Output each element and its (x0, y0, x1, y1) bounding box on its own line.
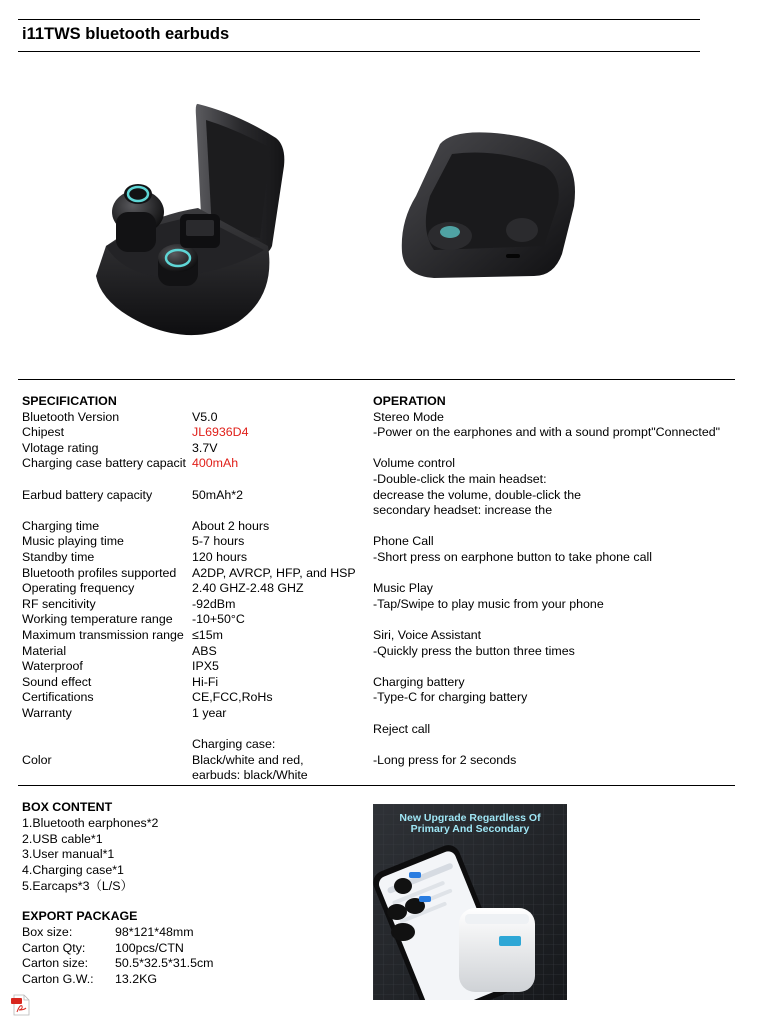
spec-value: ≤15m (192, 628, 223, 642)
operation-line: Volume control (373, 456, 455, 471)
box-content-heading: BOX CONTENT (22, 800, 113, 814)
color-value-line: Charging case: (192, 737, 276, 752)
spec-value: About 2 hours (192, 518, 270, 533)
operation-line: Siri, Voice Assistant (373, 628, 482, 642)
spec-top-rule (18, 379, 735, 380)
product-photo-side-case (394, 126, 584, 292)
spec-value: Hi-Fi (192, 674, 219, 689)
promo-headline-2: Primary And Secondary (410, 823, 530, 835)
spec-value: 120 hours (192, 550, 248, 564)
specification-section (22, 394, 372, 786)
spec-label: Standby time (22, 550, 95, 564)
spec-value: A2DP, AVRCP, HFP, and HSP (192, 565, 356, 580)
spec-value: 400mAh (192, 456, 239, 471)
spec-label: Certifications (22, 690, 94, 705)
operation-line: -Tap/Swipe to play music from your phone (373, 596, 604, 611)
promo-headline-1: New Upgrade Regardless Of (399, 812, 541, 824)
title-rule (18, 51, 700, 52)
spec-value: 2.40 GHZ-2.48 GHZ (192, 581, 304, 596)
box-content-item: 4.Charging case*1 (22, 863, 124, 878)
operation-heading: OPERATION (373, 394, 446, 408)
operation-line: Reject call (373, 721, 431, 736)
spec-label: Bluetooth profiles supported (22, 565, 177, 580)
box-content-item: 5.Earcaps*3（L/S） (22, 879, 133, 893)
operation-line: -Quickly press the button three times (373, 643, 575, 658)
spec-value: JL6936D4 (192, 425, 249, 440)
promo-image (373, 804, 567, 1000)
spec-label: Earbud battery capacity (22, 487, 153, 502)
export-package-heading: EXPORT PACKAGE (22, 909, 138, 923)
spec-label: Sound effect (22, 674, 92, 689)
operation-line: Music Play (373, 581, 433, 596)
operation-line: -Long press for 2 seconds (373, 752, 517, 767)
export-value: 50.5*32.5*31.5cm (115, 956, 214, 971)
spec-label: Charging time (22, 518, 100, 533)
spec-value: 5-7 hours (192, 534, 245, 549)
box-content-item: 1.Bluetooth earphones*2 (22, 815, 159, 830)
operation-line: -Type-C for charging battery (373, 690, 528, 705)
spec-label: Operating frequency (22, 581, 135, 596)
spec-value: 3.7V (192, 440, 218, 455)
spec-label: RF sencitivity (22, 596, 96, 611)
operation-line: -Short press on earphone button to take phone call (373, 550, 652, 564)
operation-line: -Power on the earphones and with a sound prompt"Connected" (373, 425, 721, 440)
box-content-item: 2.USB cable*1 (22, 831, 103, 846)
operation-line: Charging battery (373, 674, 465, 689)
export-label: Carton G.W.: (22, 972, 94, 987)
specification-heading: SPECIFICATION (22, 394, 117, 408)
operation-line: Stereo Mode (373, 409, 444, 424)
export-label: Carton Qty: (22, 940, 86, 955)
export-value: 100pcs/CTN (115, 940, 184, 955)
operation-line: secondary headset: increase the (373, 503, 553, 518)
export-value: 98*121*48mm (115, 924, 194, 939)
box-content-item: 3.User manual*1 (22, 847, 115, 862)
spec-value: -10+50°C (192, 612, 245, 627)
spec-value: IPX5 (192, 659, 219, 674)
operation-line: Phone Call (373, 534, 434, 549)
box-content-section (22, 800, 352, 900)
color-label: Color (22, 752, 52, 767)
spec-label: Chipest (22, 425, 65, 440)
color-value-line: Black/white and red, (192, 752, 304, 767)
operation-line: decrease the volume, double-click the (373, 487, 582, 502)
spec-value: 1 year (192, 706, 227, 720)
export-label: Box size: (22, 924, 73, 939)
top-rule (18, 19, 700, 20)
pdf-file-icon (10, 994, 32, 1016)
spec-label: Music playing time (22, 534, 124, 549)
spec-value: CE,FCC,RoHs (192, 690, 273, 705)
page-title: i11TWS bluetooth earbuds (22, 25, 230, 43)
spec-label: Bluetooth Version (22, 409, 120, 424)
spec-label: Maximum transmission range (22, 628, 184, 642)
export-value: 13.2KG (115, 972, 158, 987)
spec-label: Vlotage rating (22, 440, 99, 455)
export-label: Carton size: (22, 956, 89, 971)
operation-line: -Double-click the main headset: (373, 472, 547, 486)
spec-label: Working temperature range (22, 612, 173, 627)
export-package-section (22, 909, 352, 991)
spec-label: Charging case battery capacit (22, 456, 186, 471)
spec-label: Material (22, 643, 67, 658)
spec-value: -92dBm (192, 596, 236, 611)
spec-value: V5.0 (192, 409, 218, 424)
spec-label: Warranty (22, 706, 72, 720)
color-value-line: earbuds: black/White (192, 768, 308, 783)
spec-bottom-rule (18, 785, 735, 786)
spec-value: ABS (192, 643, 217, 658)
spec-label: Waterproof (22, 659, 83, 674)
product-photo-open-case (88, 96, 288, 358)
operation-section (373, 394, 733, 774)
spec-value: 50mAh*2 (192, 487, 243, 502)
